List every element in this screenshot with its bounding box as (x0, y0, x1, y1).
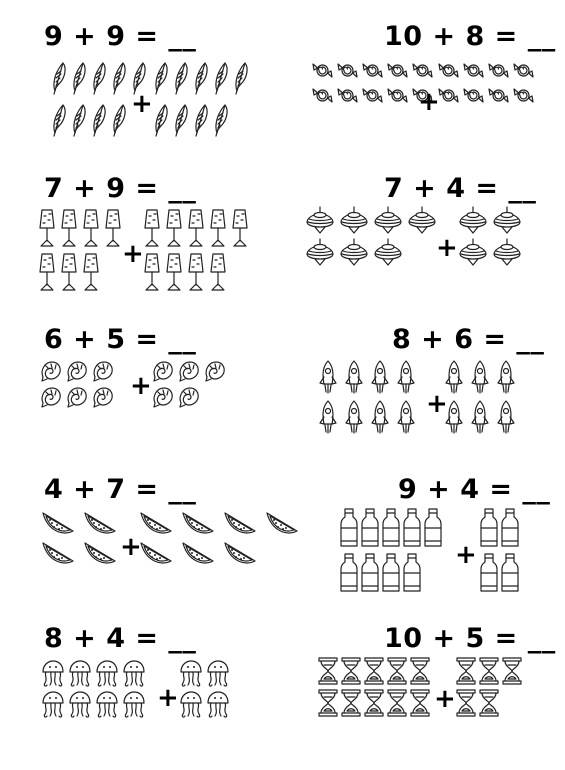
feather-icon (152, 102, 170, 138)
shell-icon (92, 360, 114, 382)
candy-icon (362, 85, 383, 106)
hourglass-icon (341, 689, 361, 717)
jellyfish-icon (94, 691, 120, 719)
left-group (305, 206, 437, 266)
lamp-icon (165, 252, 183, 292)
watermelon-slice-icon (222, 540, 258, 564)
feather-icon (152, 60, 170, 96)
lamp-icon (187, 252, 205, 292)
plus-sign: + (122, 239, 144, 269)
jellyfish-icon (121, 660, 147, 688)
equation: 7 + 4 = __ (384, 173, 537, 204)
lamp-icon (38, 252, 56, 292)
milk-bottle-icon (403, 508, 421, 548)
rocket-icon (370, 400, 390, 434)
right-group (143, 208, 249, 292)
shell-icon (178, 386, 200, 408)
watermelon-slice-icon (40, 540, 76, 564)
lamp-icon (209, 252, 227, 292)
watermelon-slice-icon (82, 540, 118, 564)
right-group (480, 508, 519, 593)
spinning-top-icon (373, 206, 403, 234)
rocket-icon (318, 400, 338, 434)
hourglass-icon (364, 689, 384, 717)
candy-icon (412, 60, 433, 81)
spinning-top-icon (492, 206, 522, 234)
rocket-icon (496, 400, 516, 434)
hourglass-icon (479, 689, 499, 717)
rocket-icon (496, 360, 516, 394)
jellyfish-icon (67, 691, 93, 719)
plus-sign: + (434, 684, 456, 714)
feather-icon (172, 102, 190, 138)
spinning-top-icon (458, 206, 488, 234)
empty-cell (502, 689, 522, 717)
plus-sign: + (426, 389, 448, 419)
milk-bottle-icon (361, 553, 379, 593)
lamp-icon (209, 208, 227, 248)
plus-sign: + (130, 371, 152, 401)
milk-bottle-icon (501, 553, 519, 593)
shell-icon (152, 386, 174, 408)
feather-icon (70, 60, 88, 96)
left-group (318, 360, 416, 434)
candy-icon (513, 85, 534, 106)
watermelon-slice-icon (82, 510, 118, 534)
left-group (312, 60, 433, 106)
lamp-icon (60, 252, 78, 292)
rocket-icon (318, 360, 338, 394)
equation: 6 + 5 = __ (44, 324, 197, 355)
empty-cell (424, 553, 442, 593)
hourglass-icon (502, 657, 522, 685)
jellyfish-icon (40, 691, 66, 719)
equation: 7 + 9 = __ (44, 173, 197, 204)
feather-icon (232, 60, 250, 96)
lamp-icon (38, 208, 56, 248)
hourglass-icon (318, 689, 338, 717)
lamp-icon (104, 208, 122, 248)
empty-cell (231, 252, 249, 292)
hourglass-icon (318, 657, 338, 685)
lamp-icon (60, 208, 78, 248)
feather-icon (110, 102, 128, 138)
jellyfish-icon (94, 660, 120, 688)
equation: 10 + 8 = __ (384, 21, 556, 52)
shell-icon (66, 360, 88, 382)
right-group (456, 657, 522, 717)
lamp-icon (165, 208, 183, 248)
hourglass-icon (410, 657, 430, 685)
rocket-icon (470, 360, 490, 394)
candy-icon (362, 60, 383, 81)
milk-bottle-icon (340, 553, 358, 593)
empty-cell (232, 102, 250, 138)
equation: 9 + 4 = __ (398, 474, 551, 505)
jellyfish-icon (178, 660, 204, 688)
feather-icon (212, 60, 230, 96)
candy-icon (337, 60, 358, 81)
shell-icon (40, 386, 62, 408)
milk-bottle-icon (480, 508, 498, 548)
left-group (38, 208, 122, 292)
feather-icon (70, 102, 88, 138)
feather-icon (90, 60, 108, 96)
shell-icon (40, 360, 62, 382)
hourglass-icon (341, 657, 361, 685)
spinning-top-icon (305, 238, 335, 266)
lamp-icon (231, 208, 249, 248)
watermelon-slice-icon (138, 510, 174, 534)
jellyfish-icon (178, 691, 204, 719)
equation: 8 + 6 = __ (392, 324, 545, 355)
shell-icon (152, 360, 174, 382)
rocket-icon (344, 360, 364, 394)
candy-icon (488, 60, 509, 81)
right-group (152, 360, 226, 408)
hourglass-icon (456, 657, 476, 685)
candy-icon (387, 85, 408, 106)
equation: 9 + 9 = __ (44, 21, 197, 52)
rocket-icon (344, 400, 364, 434)
right-group (458, 206, 522, 266)
candy-icon (488, 85, 509, 106)
shell-icon (204, 360, 226, 382)
milk-bottle-icon (340, 508, 358, 548)
spinning-top-icon (492, 238, 522, 266)
shell-icon (92, 386, 114, 408)
milk-bottle-icon (361, 508, 379, 548)
rocket-icon (396, 360, 416, 394)
plus-sign: + (418, 87, 440, 117)
spinning-top-icon (373, 238, 403, 266)
right-group (438, 60, 534, 106)
watermelon-slice-icon (40, 510, 76, 534)
jellyfish-icon (40, 660, 66, 688)
jellyfish-icon (205, 691, 231, 719)
candy-icon (463, 60, 484, 81)
plus-sign: + (436, 233, 458, 263)
left-group (318, 657, 430, 717)
right-group (138, 510, 300, 564)
milk-bottle-icon (480, 553, 498, 593)
plus-sign: + (131, 89, 153, 119)
empty-cell (264, 540, 300, 564)
candy-icon (387, 60, 408, 81)
equation: 8 + 4 = __ (44, 623, 197, 654)
right-group (178, 660, 231, 719)
milk-bottle-icon (424, 508, 442, 548)
candy-icon (463, 85, 484, 106)
feather-icon (90, 102, 108, 138)
equation: 10 + 5 = __ (384, 623, 556, 654)
plus-sign: + (120, 532, 142, 562)
jellyfish-icon (67, 660, 93, 688)
hourglass-icon (387, 689, 407, 717)
left-group (40, 660, 147, 719)
candy-icon (312, 60, 333, 81)
equation: 4 + 7 = __ (44, 474, 197, 505)
right-group (444, 360, 516, 434)
rocket-icon (444, 360, 464, 394)
empty-cell (204, 386, 226, 408)
shell-icon (178, 360, 200, 382)
empty-cell (104, 252, 122, 292)
spinning-top-icon (339, 206, 369, 234)
watermelon-slice-icon (180, 510, 216, 534)
jellyfish-icon (121, 691, 147, 719)
hourglass-icon (410, 689, 430, 717)
milk-bottle-icon (403, 553, 421, 593)
hourglass-icon (479, 657, 499, 685)
lamp-icon (143, 208, 161, 248)
rocket-icon (444, 400, 464, 434)
shell-icon (66, 386, 88, 408)
rocket-icon (370, 360, 390, 394)
candy-icon (337, 85, 358, 106)
empty-cell (407, 238, 437, 266)
watermelon-slice-icon (264, 510, 300, 534)
spinning-top-icon (339, 238, 369, 266)
left-group (40, 360, 114, 408)
spinning-top-icon (407, 206, 437, 234)
watermelon-slice-icon (138, 540, 174, 564)
feather-icon (110, 60, 128, 96)
spinning-top-icon (305, 206, 335, 234)
left-group (340, 508, 442, 593)
watermelon-slice-icon (222, 510, 258, 534)
hourglass-icon (387, 657, 407, 685)
lamp-icon (82, 208, 100, 248)
candy-icon (513, 60, 534, 81)
feather-icon (192, 60, 210, 96)
watermelon-slice-icon (180, 540, 216, 564)
plus-sign: + (455, 540, 477, 570)
milk-bottle-icon (382, 553, 400, 593)
feather-icon (50, 102, 68, 138)
right-group (152, 60, 250, 138)
lamp-icon (82, 252, 100, 292)
left-group (40, 510, 118, 564)
hourglass-icon (364, 657, 384, 685)
spinning-top-icon (458, 238, 488, 266)
feather-icon (50, 60, 68, 96)
candy-icon (312, 85, 333, 106)
rocket-icon (470, 400, 490, 434)
feather-icon (172, 60, 190, 96)
jellyfish-icon (205, 660, 231, 688)
milk-bottle-icon (501, 508, 519, 548)
milk-bottle-icon (382, 508, 400, 548)
lamp-icon (187, 208, 205, 248)
rocket-icon (396, 400, 416, 434)
candy-icon (438, 60, 459, 81)
feather-icon (212, 102, 230, 138)
feather-icon (192, 102, 210, 138)
candy-icon (438, 85, 459, 106)
hourglass-icon (456, 689, 476, 717)
lamp-icon (143, 252, 161, 292)
plus-sign: + (157, 683, 179, 713)
